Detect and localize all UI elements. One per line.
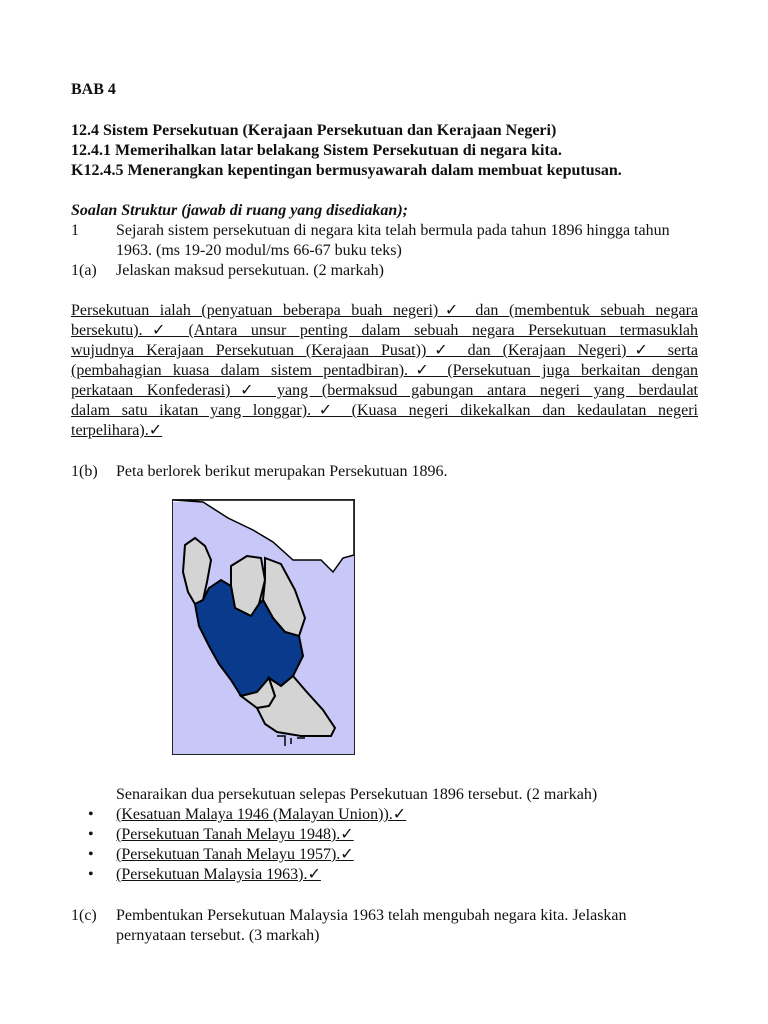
question-text: Pembentukan Persekutuan Malaysia 1963 telah mengubah negara kita. Jelaskan pernyataan tersebut. (3 markah) — [116, 907, 627, 944]
answer-bullet-list — [88, 805, 688, 885]
topic-headings — [71, 121, 698, 181]
question-number: 1(a) — [71, 262, 97, 279]
list-item — [88, 845, 688, 865]
answer-line: (pembahagian kuasa dalam sistem pentadbiran).✓ (Persekutuan juga berkaitan dengan — [71, 362, 698, 379]
question-1c — [71, 906, 698, 946]
question-text: Sejarah sistem persekutuan di negara kita telah bermula pada tahun 1896 hingga tahun 1963. (ms 19-20 modul/ms 66-67 buku teks) — [116, 222, 670, 259]
list-item-text: (Persekutuan Tanah Melayu 1957).✓ — [116, 846, 354, 863]
list-question-text: Senaraikan dua persekutuan selepas Persekutuan 1896 tersebut. (2 markah) — [116, 786, 598, 803]
heading-line: K12.4.5 Menerangkan kepentingan bermusyawarah dalam membuat keputusan. — [71, 162, 622, 179]
question-text: Jelaskan maksud persekutuan. (2 markah) — [116, 262, 384, 279]
bullet-icon: • — [88, 806, 94, 823]
chapter-title: BAB 4 — [71, 81, 116, 98]
answer-line: dalam satu ikatan yang longgar).✓ (Kuasa negeri dikekalkan dan kedaulatan negeri — [71, 402, 698, 419]
heading-line: 12.4.1 Memerihalkan latar belakang Sistem Persekutuan di negara kita. — [71, 142, 562, 159]
list-item-text: (Persekutuan Malaysia 1963).✓ — [116, 866, 321, 883]
section-heading: Soalan Struktur (jawab di ruang yang disediakan); — [71, 202, 408, 219]
question-number: 1(b) — [71, 463, 98, 480]
bullet-icon: • — [88, 866, 94, 883]
question-1b — [71, 462, 698, 482]
answer-line: wujudnya Kerajaan Persekutuan (Kerajaan Pusat))✓ dan (Kerajaan Negeri)✓ serta — [71, 342, 698, 359]
peninsula-map-figure — [172, 499, 355, 755]
list-item-text: (Kesatuan Malaya 1946 (Malayan Union)).✓ — [116, 806, 407, 823]
answer-line: terpelihara).✓ — [71, 422, 163, 439]
heading-line: 12.4 Sistem Persekutuan (Kerajaan Persekutuan dan Kerajaan Negeri) — [71, 122, 557, 139]
answer-line: bersekutu).✓ (Antara unsur penting dalam sebuah negara Persekutuan termasuklah — [71, 322, 698, 339]
question-1 — [71, 221, 698, 261]
list-item-text: (Persekutuan Tanah Melayu 1948).✓ — [116, 826, 354, 843]
malay-peninsula-map-icon — [173, 500, 354, 754]
answer-paragraph — [71, 301, 698, 441]
answer-line: Persekutuan ialah (penyatuan beberapa buah negeri)✓ dan (membentuk sebuah negara — [71, 302, 698, 319]
question-1a — [71, 261, 698, 281]
list-item — [88, 865, 688, 885]
answer-line: perkataan Konfederasi)✓ yang (bermaksud gabungan antara negeri yang berdaulat — [71, 382, 698, 399]
question-text: Peta berlorek berikut merupakan Persekutuan 1896. — [116, 463, 448, 480]
bullet-icon: • — [88, 826, 94, 843]
list-item — [88, 805, 688, 825]
bullet-icon: • — [88, 846, 94, 863]
question-number: 1(c) — [71, 907, 97, 924]
question-number: 1 — [71, 222, 79, 239]
list-item — [88, 825, 688, 845]
